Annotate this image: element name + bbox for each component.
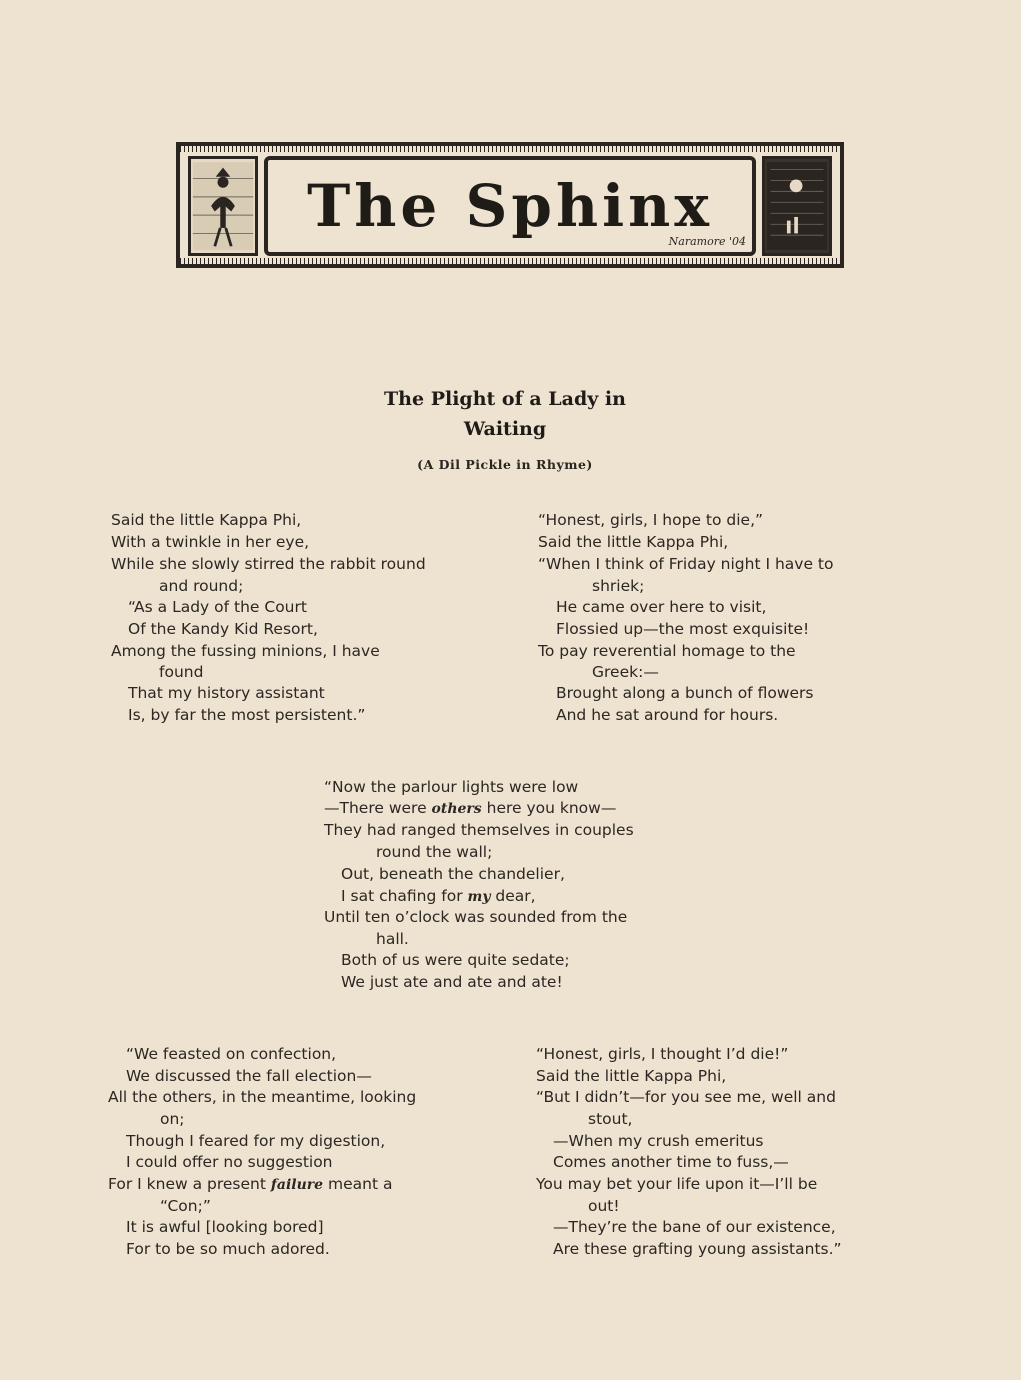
verse-line: That my history assistant (128, 684, 325, 702)
verse-line: Are these grafting young assistants.” (553, 1240, 842, 1258)
verse-line: We just ate and ate and ate! (341, 973, 563, 991)
masthead-title-frame (264, 156, 756, 256)
verse-line: Said the little Kappa Phi, (111, 511, 302, 529)
verse-line: Said the little Kappa Phi, (536, 1067, 727, 1085)
verse-line: I sat chafing for my dear, (341, 887, 536, 905)
jester-illustration-icon (188, 156, 258, 256)
verse-line: We discussed the fall election— (126, 1067, 372, 1085)
verse-line: “When I think of Friday night I have to (538, 555, 834, 573)
verse-line: “Now the parlour lights were low (324, 778, 579, 796)
verse-line: on; (160, 1110, 185, 1128)
verse-line: It is awful [looking bored] (126, 1218, 324, 1236)
verse-line: and round; (159, 577, 244, 595)
verse-line: “But I didn’t—for you see me, well and (536, 1088, 836, 1106)
masthead-title: The Sphinx (307, 172, 713, 240)
poem-title-line-2: Waiting (463, 418, 547, 440)
verse-line: To pay reverential homage to the (538, 642, 796, 660)
verse-line: Said the little Kappa Phi, (538, 533, 729, 551)
verse-line: “Honest, girls, I hope to die,” (538, 511, 764, 529)
verse-line: “We feasted on confection, (126, 1045, 337, 1063)
verse-line: stout, (588, 1110, 633, 1128)
verse-line: Out, beneath the chandelier, (341, 865, 565, 883)
verse-line: “Con;” (160, 1197, 211, 1215)
verse-line: —There were others here you know— (324, 799, 617, 817)
verse-line: For to be so much adored. (126, 1240, 330, 1258)
verse-line: For I knew a present failure meant a (108, 1175, 393, 1193)
verse-line: “Honest, girls, I thought I’d die!” (536, 1045, 789, 1063)
verse-line: I could offer no suggestion (126, 1153, 333, 1171)
verse-line: Comes another time to fuss,— (553, 1153, 789, 1171)
verse-line: Until ten o’clock was sounded from the (324, 908, 628, 926)
poem-title-line-1: The Plight of a Lady in (384, 388, 626, 410)
poem-subtitle: (A Dil Pickle in Rhyme) (417, 457, 593, 472)
verse-line: shriek; (592, 577, 645, 595)
verse-line: hall. (376, 930, 409, 948)
verse-line: Of the Kandy Kid Resort, (128, 620, 318, 638)
verse-line: He came over here to visit, (556, 598, 767, 616)
verse-line: —They’re the bane of our existence, (553, 1218, 836, 1236)
artist-signature: Naramore '04 (668, 235, 746, 248)
verse-line: —When my crush emeritus (553, 1132, 764, 1150)
verse-line: out! (588, 1197, 620, 1215)
verse-line: You may bet your life upon it—I’ll be (536, 1175, 818, 1193)
masthead-banner (176, 142, 844, 268)
verse-line: They had ranged themselves in couples (324, 821, 634, 839)
verse-line: round the wall; (376, 843, 493, 861)
verse-line: All the others, in the meantime, looking (108, 1088, 417, 1106)
verse-line: Is, by far the most persistent.” (128, 706, 366, 724)
verse-line: While she slowly stirred the rabbit round (111, 555, 426, 573)
night-scene-illustration-icon (762, 156, 832, 256)
verse-line: found (159, 663, 204, 681)
verse-line: Flossied up—the most exquisite! (556, 620, 810, 638)
verse-line: With a twinkle in her eye, (111, 533, 310, 551)
verse-line: And he sat around for hours. (556, 706, 779, 724)
verse-line: Both of us were quite sedate; (341, 951, 570, 969)
verse-line: Among the fussing minions, I have (111, 642, 380, 660)
verse-line: “As a Lady of the Court (128, 598, 307, 616)
verse-line: Brought along a bunch of flowers (556, 684, 814, 702)
verse-line: Greek:— (592, 663, 659, 681)
verse-line: Though I feared for my digestion, (126, 1132, 386, 1150)
